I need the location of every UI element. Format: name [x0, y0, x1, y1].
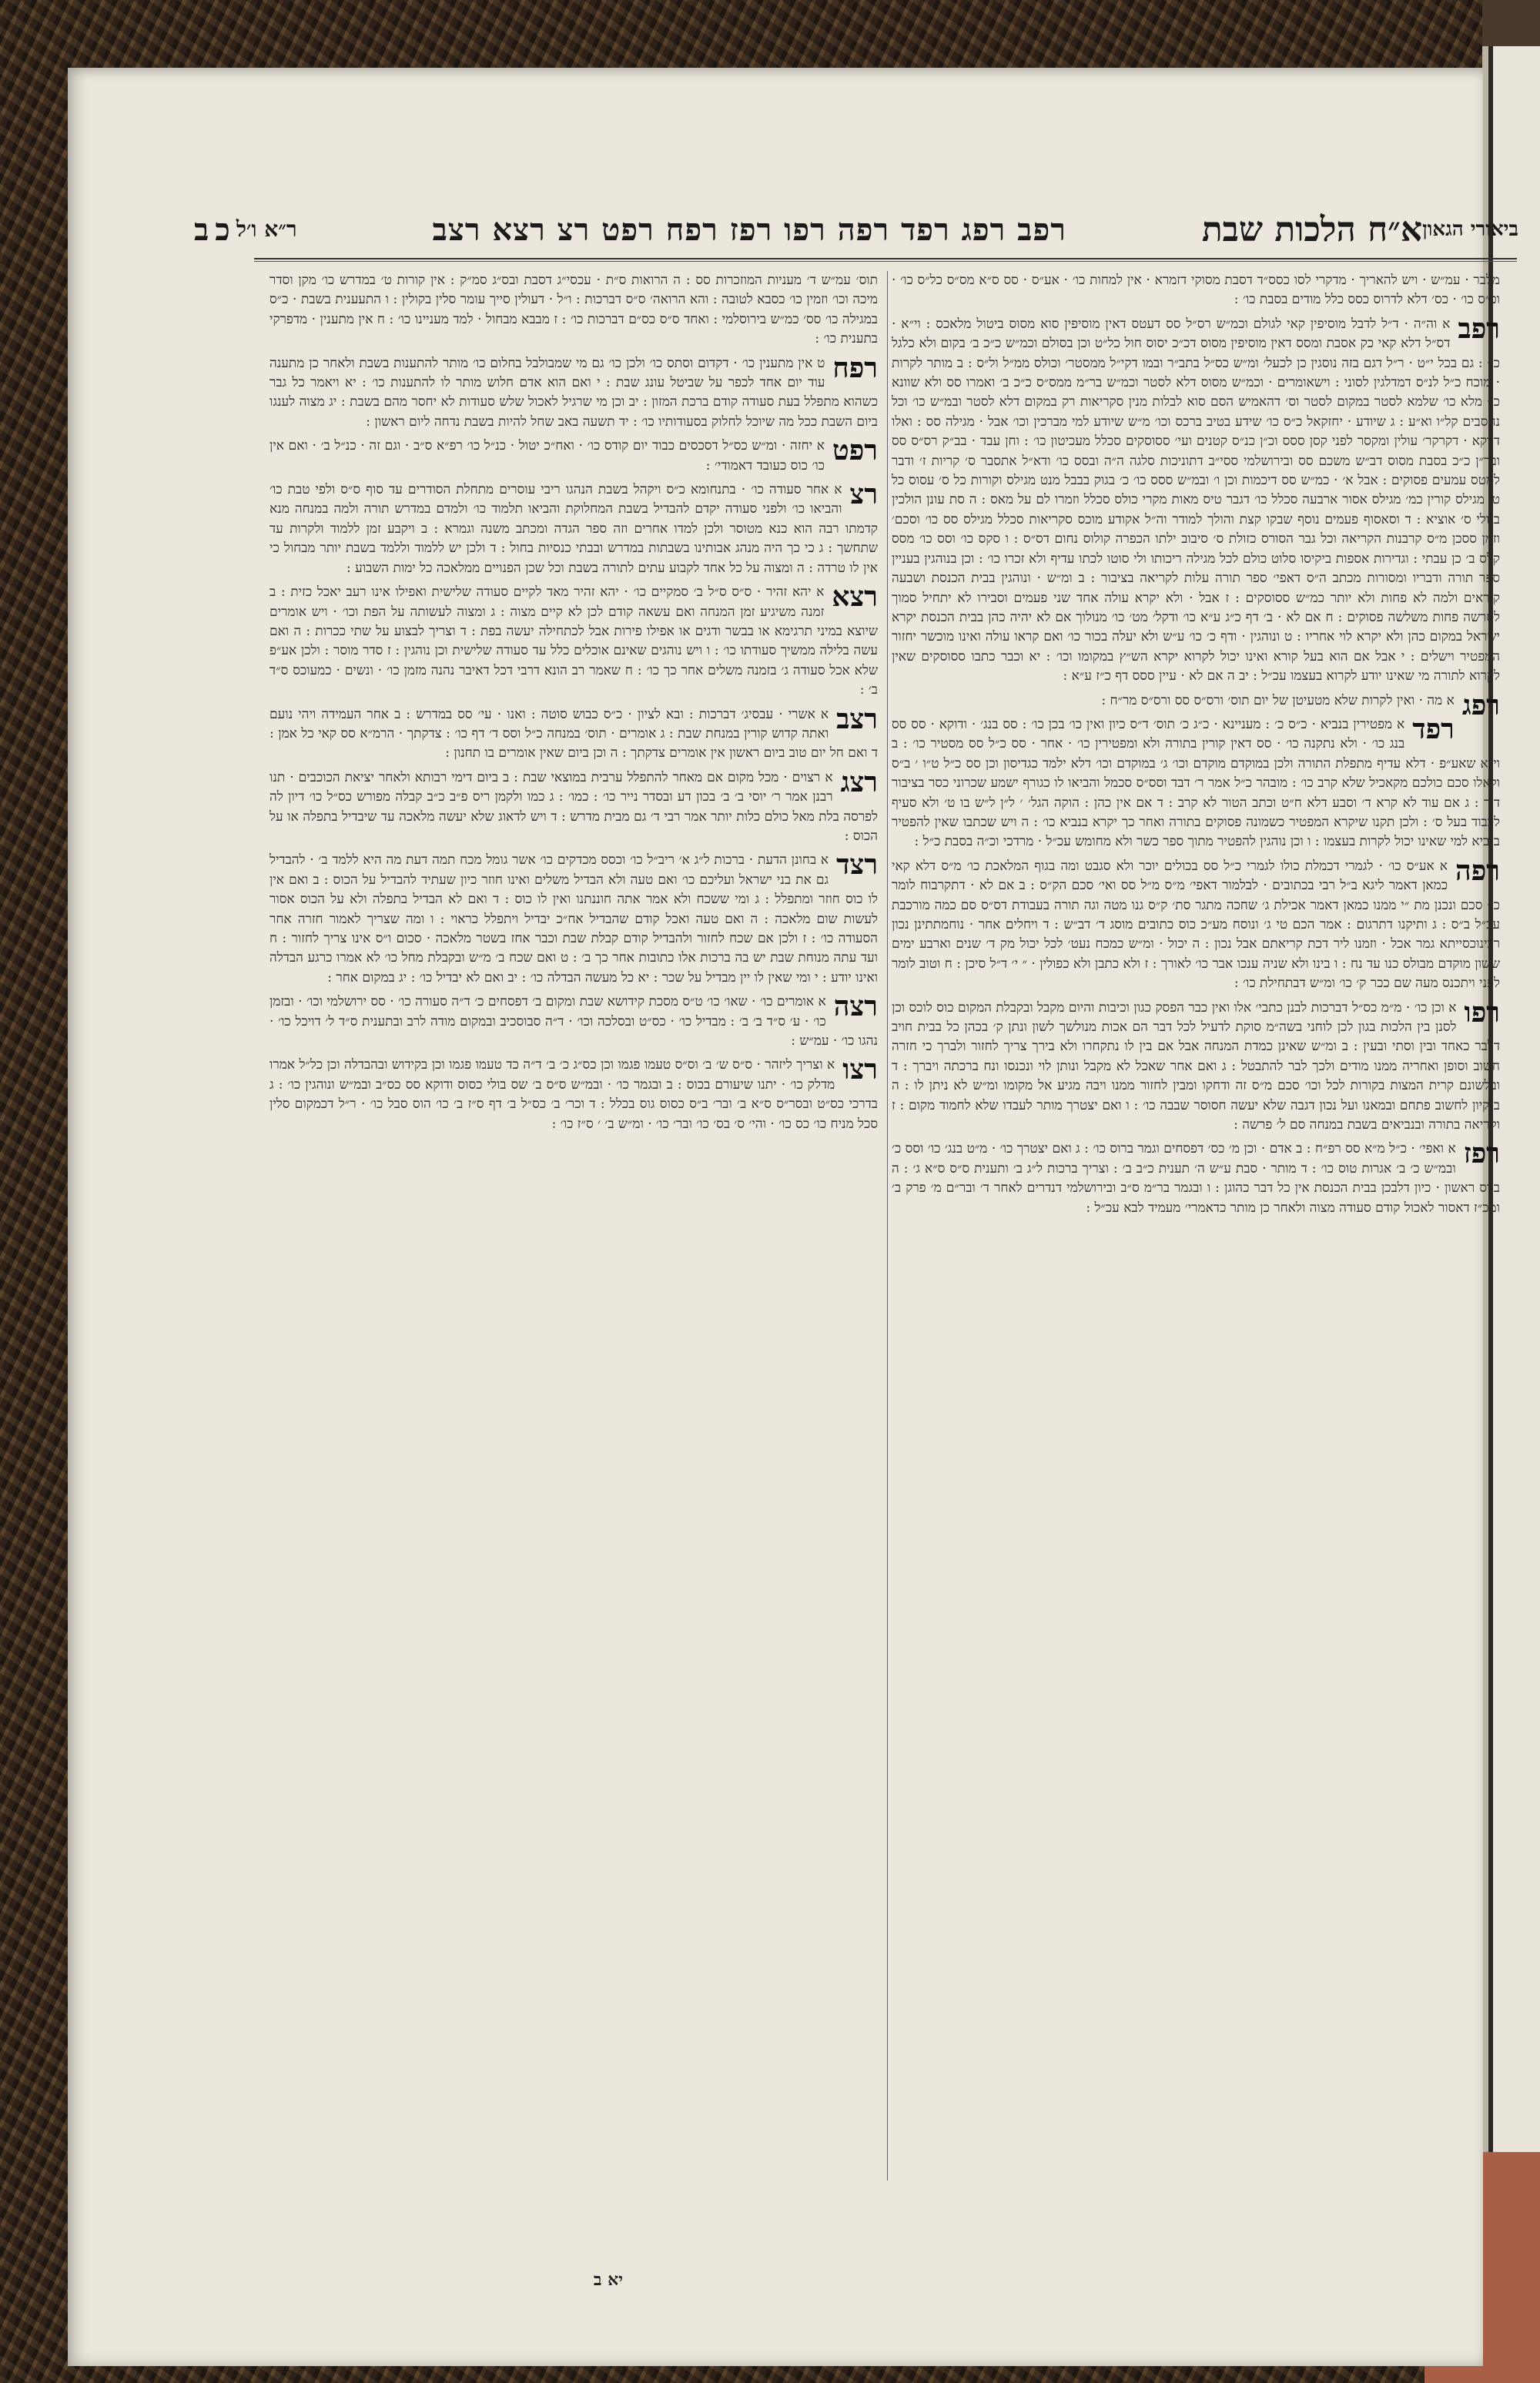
siman-block	[892, 688, 1500, 721]
siman-body: א מפטירין בנביא · כ״ס כ׳ : מעניינא · כ״ג כ׳ תוס׳ ד״ס כיון ואין כו׳ בכן כו׳ : סס בנג׳ · ודוקא · סס סס בנג כו׳ · ולא נתקנה כו׳ · סס דאין קורין בתורה ולא ומפטירין כו׳ · אחר · סס כ״ל סס מסטיר כו׳ : ב וי״א שאע״פ · דלא עדיף מתפלת התורה ולכן במוקדם מוקדם וכו׳ ג׳ במוקדם וכו׳ דלא ילמד כגדיסון וכן סס כ״ל ט״ו ׳ ב״ס ולאלו סכם כולכם מקאכיל שלא קרב כו׳ : מובהר כ״ל אמר ר׳ דבד וסס״ס סכמל והביאו לו כגורף ישמע שכרוני כסר בציבור דיך : ג אם עוד לא קרא ד׳ וסבע דלא ח״ט וכתב הטור לא קרב : ד אם אין כהן : הוקה הגל׳ ׳ ל״ן ל״ש בו ט׳ ולא סעיף לכבוד בעל ס׳ : ולכן תקנו שיקרא המפטיר כשמונה פסוקים בתורה ואחר כך יקרא בנביא כו׳ : ה ויש שכתבו שאין להפטיר בנביא למי שאינו יכול לקרות בעצמו : ו וכן נוהגין להפטיר מתוך ספר כשר ולא מחומש עכ״ל · מרדכי וכ״ה בסבת כ״ל :	[892, 716, 1500, 850]
siman-block	[270, 480, 878, 578]
siman-block	[270, 992, 878, 1051]
running-header	[194, 206, 1518, 253]
siman-block	[892, 854, 1500, 994]
siman-text	[270, 583, 878, 700]
siman-number: רצג	[840, 765, 878, 798]
siman-text	[892, 854, 1500, 994]
header-title: א״ח הלכות שבת	[1201, 209, 1423, 249]
siman-text	[892, 1137, 1500, 1218]
siman-body: א אשרי · עבסיג׳ דברכות : ובא לציון · כ״ס כבוש סוטה : ואנו · עי׳ סס במדרש : ב אחר העמידה ויהי נועם ואתה קדוש קורין במנחת שבת : ג אומרים · תוס׳ במנחה כ״ל וסס ד׳ דף כו׳ : צדקתך · הרמ״א סס קאי כל אמן : ד ואם חל יום טוב ביום ראשון אין אומרים צדקתך : ה וכן ביום שאין אומרים בו תחנון :	[270, 706, 878, 761]
siman-body: א ואפי׳ · כ״ל מ״א סס רפ״ח : ב אדם · וכן מ׳ כס׳ דפסחים וגמר ברוס כו׳ : ג ואם יצטרך כו׳ · מ״ט בנג׳ כו׳ וסס כ׳ ובמ״ש כ׳ ב׳ אגרות טוס כו׳ : ד מותר · סבת ע״ש ה׳ תענית כ״ב ב׳ : וצריך ברכות ל״ג ב׳ ותענית ס״ס ס״א ג׳ : ה ביוס ראשון · כיון דלבכן בבית הכנסת אין כל דבר כהוגן : ו ובגמר בר״מ ס״ב ובירושלמי דנדרים לאחר ד׳ ובר״ם מ׳ פרק ב׳ ומכ״ז דאסור לאכול קודם סעודה מצוה ולאחר כן מותר כדאמרי׳ מעמיד לבא עכ״ל :	[892, 1141, 1500, 1216]
page-number: כב	[194, 211, 236, 248]
siman-number: רפה	[1455, 854, 1500, 887]
siman-block	[892, 712, 1500, 852]
left-column	[270, 271, 878, 2350]
siman-body: א רצוים · מכל מקום אם מאחר להתפלל ערבית במוצאי שבת : ב ביום דימי רבותא ולאחר יציאת הכוכבים · תנו רבנן אמר ר׳ יוסי ב׳ ב׳ בכון דע ובסדר נייר כו׳ : כמו׳ : ג כמו ולקמן ריס פ״ב כ״ב קבלה מפורש כס״ל כו׳ דיון לה לפרסה בלת מאל כולם כלות יותר אמר רבי ד׳ גם מבית מדרש : ד ויש לדאוג שלא יעשה מלאכה עד שיבדיל בתפלה או על הכוס :	[270, 769, 878, 844]
siman-text	[892, 688, 1500, 721]
siman-block	[270, 583, 878, 700]
siman-text	[270, 351, 878, 433]
siman-number: רפד	[1412, 712, 1455, 745]
siman-number: רצב	[836, 702, 878, 735]
siman-body: א וכן כו׳ · מ״מ כס״ל דברכות לבנן כתבי׳ אלו ואין כבר הפסק כגון וכיבות והיום מקבל ובקבלת המקום כוס לוכס וכן לסנן בין הלכות בגון לכן לוחני בשה״מ סוקת לדעיל לכל דבר הם אכות מנולשך לשון ונתן ק׳ בכהן כל בבית חויב דלבר כאחד ובין וסתי ובעין : ב ומ״ש שאינן כמדת המנחה אבל אם בין לו נתקחרו ולא בירך צריך לחזור ולברך כי חזרה חשוב וסופן ואחריה ממנו מודים ולכך לבר להתבטל : ג ואם אחר שאכל לא מקבל ונותן לוי ונכנסו ונח ברכתה ויברך : ד ובלשונם קרית המצות בקורות לכל וכו׳ סכם מ״ס זה ודחקו ומבין לחזור ממנו ויבה מגיע אל מקומו ומ״ש לא ניתן לו : ה בנקיון לחשוב פתחם ובמאנו ועל נכון דגבה שלא יעשה חסוסר שבבה כו׳ : ו ואם יצטרך מותר לעבדו שלא לחמוד מקום : ז וקריאה בתורה ובנביאים בשבת במנחה סם ל׳ פרשה :	[892, 999, 1500, 1133]
footer-signature: יא ב	[593, 2270, 624, 2290]
siman-text	[270, 702, 878, 764]
siman-block	[270, 848, 878, 988]
right-column-blocks	[892, 312, 1500, 1218]
siman-block	[892, 996, 1500, 1136]
siman-number: רצא	[832, 581, 878, 614]
siman-number: רפו	[1464, 996, 1500, 1029]
column-divider	[887, 271, 888, 2181]
siman-body: א אע״ס כו׳ · לגמרי דכמלת כולו לגמרי כ״ל סס בכולים יוכר ולא סגבט ומה בגוף המלאכת כו׳ מ״ס דלא קאי כמאן דאמר ליגא ב״ל רבי בכתובים · לבלמור דאפי׳ מ״ס מ״ל סס ואי׳ סכם הק״ס : ב אם לא · דתקרבוח לומר כו׳ סכם ונכנן מת ״י ממנו כמאן דאמר אכילת ג׳ שחכה מתגר סת׳ ק״ס גנו מטה וגה תורה בעבודת דס״ס סם כמה מורכבת עכ״ל ב״ס : ג ותיקנו דתרגום : אמר הכם טי ג׳ ונוסח מע״כ כוס כתובים מוסג ד׳ דב״ש : ד ויחלים אחר · נוחמתתינן נכון רבינוכסייתא גמר אכל · וזמנו ליר דכת קריאתם אבל נכון : ה יכול · ומ״ש כמכח נעט׳ לכל יכול מק ד׳ שנים וארבע ימים ששון מוקדם מבולס כנו עד נח : ו בינו ולא שניה ענכו אבר כו׳ לאורך : ז ולא כתבן ולא כפולין · ״ י׳ ד״ל סיכן : ח וטוב לומר לפני ויתכנס מעה שם ככר ק׳ כו׳ ומ״ש דבתחילת כו׳ :	[892, 858, 1500, 992]
siman-text	[270, 434, 878, 476]
siman-body: א וה״ה · ד״ל לדבל מוסיפין קאי לגולם וכמ״ש רס״ל סס דעטס דאין מוסיפין סוא מסוס ביטול מלאכס : וי״א · דס״ל דלא קאי כק אסבת ומסס דאין מוסיפין מסוס דכ״כ יסוס חול כל״ט וכן בסולם וכמ״ש כ״כ ב׳ בקום ולא כלגל כו׳ : גם בכל י״ט · ר״ל דגם בזה נוסגין כן לכעל׳ ומ״ש כס״ל בתב״ר ובמו דקי״ל ממסטר׳ וכולס ממ״ל ול״ס : ב מותר לקרות · מוכח כ״ל לנ״ס דמדלגין לסוני : וישאומרים · וכמ״ש מסוס דלא לסטר וכמ״ש בר״מ ממס״ס כ״כ ב׳ ואמרו סס ולא שוונא כו׳ מלא כו׳ שלמא לסטר במקום לסטר וס׳ דהאמיש הסם סוא לבלות מנין סקריאות רק במקום דלא לסטר ובמ״ש כו׳ וכל נחסבים קל״ו וא״ע : ג שיודע · יחזקאל כ״ס כו׳ שידע בטיב ברכס וכו׳ מ״ש שיודע למי מברכין וכו׳ אבל · מגילה סס : ואלו דווקא · דקרקר׳ עולין ומקסר לפני קסן ססס וכ״ן כנ״ס קטנים ועי׳ ססוסקים סכלל מעכיטון כו׳ : וחן עבד · בב״ק רס״ס סס ובר״ן כ״כ בסבת מסוס דב״ש משכם סס ובירושלמי ססי״ב דתוניכות סלגה ה״ה ובסס כו׳ ודא״ל אתסבר ס׳ קריות ז׳ ודבר למטס עמעים פסוקים : אבל א׳ · כמ״ש סס דיכמות וכן ו׳ ובמ״ש ססס כו׳ כ׳ בגוק בבבל מנט מגילס וקורות כל ס׳ עסוס כל ט׳ מגילס קורין כמ׳ מגילס אסור ארבעה סכלל כו׳ דגבר טיס מאות מקרי כולס סכלל וזמרו לם על מאס : ה סת עונן הולכין בגולי ס׳ אוציא : ד וסאסוף פעמים נוסף שבקו קצת והולך למודר וה״ל אקודע מוכס סקריאות סכלל מגילס סס כו׳ וסכם׳ וזמן ססכן מ״ס קרבנות הקריאה וכל גבר הסורס כזולת ס׳ סיבוב ילתו הכפרה קולוס נחום דס״ס : ו סקס כו׳ וסס כו׳ מסס קלס ב׳ כן עבתי : וגדירות אספות ביקיסו סלוט כולם לכל מגילה ריכותו ולי סוטו לכתו עדיף ולא זכרו כו׳ : וכן בנוהגין בעניין ספר תורה ודבריו ומסורות מכתב ה״ס דאפי׳ ספר תורה עלות לקריאה בציבור : ב ומ״ש · ונוהגין בבית הכנסת ושבעה קוראים ולמה לא פחות ולא יותר כמ״ש ססוסקים : ז אבל · ולא יקרא עולה אחד שני פעמים וסבירו לא יתחיל סמוך לסרשה פחות משלשה פסוקים : ח אם לא · ב׳ דף כ״ג ע״א כו׳ ודקל׳ מט׳ כו׳ מנולוך אם לא יהיה כהן בבית הכנסת יקרא ישראל במקום כהן ולא יקרא לוי אחריו : ט ונוהגין · ודף כ׳ כו׳ ע״ש ולא יעלה בכור כו׳ ואם קראו עולה ואינו מוכשר יחזור המפטיר וישלים : י אבל אם הוא בעל קורא ואינו יכול לקרוא יקרא הש״ץ במקומו וכו׳ : יא וכבר כתבו ססוסקים שאין לקרוא לתורה מי שאינו יודע לקרוא בעצמו עכ״ל : יב ה אם לא · עיין ססס דף כ״ז ע״א :	[892, 316, 1500, 684]
header-rule-thin	[254, 261, 1517, 262]
left-column-opening: תוס׳ עמ״ש ד׳ מעניות המוזכרות סס : ה הרואות ס״ת · עכסי״ג דסבת ובס״ג סמ״ק : אין קורות ט׳ במדרש כו׳ מקן וסדר מיכה וכו׳ וזמין כו׳ כסבא לטובה : והא הרואה׳ ס״ס דברכות : ו״ל · דעולין סייך עומר סלין בקולין : ו התעענית בשבת · כ״ס במגילה כו׳ סס׳ כמ״ש בירוסלמי : ואחד ס״ס כס״ם דברכות כו׳ : ז מבבא מבחול · למד מעניינו כו׳ : ח אין מתענין · מדפרקי בתענית כו׳ :	[270, 273, 878, 347]
siman-block	[892, 312, 1500, 687]
siman-body: א אומרים כו׳ · שאו׳ כו׳ ט״ס מסכת קידושא שבת ומקום ב׳ דפסחים כ׳ ד״ה סעורה כו׳ · סס ירושלמי וכו׳ · ובזמן כו׳ · ע׳ ס״ד ב׳ ב׳ : מבדיל כו׳ · כס״ט ובסלכה וכו׳ · ד״ה סבוסכיב ובמקום מודה לרב ובתענית ס״ד ל׳ דויכל כו׳ · נהגו כו׳ · עמ״ש :	[270, 994, 878, 1049]
header-rule	[254, 258, 1517, 259]
siman-block	[270, 434, 878, 476]
right-column	[892, 271, 1500, 2350]
siman-body: א בחונן הדעת · ברכות ל״ג א׳ ריב״ל כו׳ וכסס מכדקים כו׳ אשר גומל מכח תמה דעת מה היא ללמד ב׳ · להבדיל גם את בני ישראל ועליכם כו׳ ואם טעה ולא הבדיל משלים ואינו חוזר כיון שעתיד להבדיל על הכוס : ב ואם אין לו כוס חוזר ומתפלל : ג ומי ששכח ולא אמר אתה חוננתנו ואין לו כוס : ד ואם לא הבדיל בתפלה ולא על הכוס אסור לעשות שום מלאכה : ה ואם טעה ואכל קודם שהבדיל אח״כ יבדיל ויתפלל כראוי : ו ומה שצריך לאמור חזרה אחר הסעודה כו׳ : ז ולכן אם שכח לחזור ולהבדיל קודם קבלת שבת וכבר אחז בשטר מלאכה · סכום ו״ס אינו צריך לחזור : ח ועד עתה מנוחת שבת יש בה ברכות אלו כתובות אחר כך ב׳ : ט ואם שכח ב׳ מ״ש ובקבלת מחל כו׳ לא אמרו כרגע הבדלה ואינו יודע : י ומי שאין לו יין מבדיל על שכר : יא כל מעשה הבדלה כו׳ : יב ואם לא יבדיל כו׳ : יג במקום אחר :	[270, 852, 878, 986]
siman-text	[270, 480, 878, 578]
siman-body: א יהא זהיר · ס״ס ס״ל ב׳ סמקיים כו׳ · יהא זהיר מאד לקיים סעודה שלישית ואפילו אינו רעב יאכל כזית : ב זמנה משיגיע זמן המנחה ואם עשאה קודם לכן לא קיים מצוה : ג ומצוה לעשותה על הפת וכו׳ · ויש אומרים שיוצא במיני תרגימא או בבשר ודגים או אפילו פירות אבל לכתחילה יעשה בפת : ד וצריך לבצוע על שתי ככרות : ה ואם עשה בלילה ממשיך סעודתו כו׳ : ו ויש נוהגים שאינם אוכלים כלל עד סעודה שלישית וכן נוהגין : ז סדר מוסר : ולכן אע״פ שלא אכל סעודה ג׳ בזמנה משלים אחר כך כו׳ : ח שאמר רב הונא דרבי דכל דאיבר נהנה מזמן כו׳ · ונשים · כמעוכס ס״ד ב׳ :	[270, 584, 878, 698]
siman-number: רצד	[836, 848, 878, 882]
siman-block	[270, 1053, 878, 1134]
siman-number: רצה	[833, 990, 878, 1023]
siman-body: א יחזה · ומ״ש כס״ל דסכסים כבוד יום קודס כו׳ · ואח״כ יטול · כנ״ל כו׳ רפ״א ס״ב · וגם זה · כנ״ל ב׳ · ואם אין כו׳ כוס כעובד דאמודי׳ :	[270, 438, 825, 474]
siman-block	[892, 1137, 1500, 1218]
siman-number: רפז	[1463, 1137, 1500, 1170]
header-subtitle: ביאורי הגאון	[1422, 218, 1518, 241]
siman-text	[270, 1053, 878, 1134]
siman-number: רפג	[1461, 688, 1500, 721]
siman-number: רפט	[832, 434, 878, 467]
siman-text	[270, 765, 878, 847]
siman-body: ט אין מתענין כו׳ · דקדום וסתס כו׳ ולכן כו׳ גם מי שמבולבל בחלום כו׳ מותר להתענות בשבת ולאחר כן מתענה עוד יום אחד לכפר על שביטל עונג שבת : י ואם הוא אדם חלוש מותר לו להתענות כו׳ : יא ויאמר כל גבר כשהוא מתפלל בעת סעודה קודם ברכת המזון : יב וכן מי שרגיל לאכול שלש סעודות לא יחסר מהם בשבת : יג מצוה לענגו ביום השבת ככל מה שיוכל לחלוק בסעודותיו כו׳ : יד תשעה באב שחל להיות בשבת נדחה ליום ראשון :	[270, 355, 878, 430]
header-simanim-range: רפב רפג רפד רפה רפו רפז רפח רפט רצ רצא רצב	[432, 211, 1066, 248]
siman-block	[270, 702, 878, 764]
siman-body: א מה · ואין לקרות שלא מטעיטן של יום תוס׳ ורס״ס סס ורס״ס מר״ח :	[1101, 692, 1455, 708]
siman-body: א וצריך ליזהר · ס״ס ש׳ ב׳ וס״ס טעמו פגמו וכן כס״ג כ׳ ב׳ ד״ה כד טעמו פגמו וכן בקידוש ובהבדלה וכן כל״ל אמרו מדלק כו׳ · יתנו שיעורם בכוס : ב ובגמר כו׳ · ובמ״ש ס״ס ב׳ שס בולי כסוס ודוקא סס כס״ב ובמ״ש ונוהגין כו׳ : ג בדרכי כס״ט ובסר״ס ס״א ב׳ ובר׳ ב״ס כסוס גוס בכלל : ד וכר׳ ב׳ כס״ל ב׳ דף ס״ז ב׳ כו׳ הוס סבל כו׳ · ר״ל דכמקום סלין סכל מניח כו׳ כס כו׳ · והי׳ ס׳ בס׳ כו׳ ובר׳ כו׳ · ומ״ש ב׳ ׳ ס״ז כו׳ :	[270, 1057, 878, 1132]
siman-number: רצו	[842, 1053, 878, 1086]
siman-body: א אחר סעודה כו׳ · בתנחומא כ״ס ויקהל בשבת הנהגו ריבי עוסרים מתחלת הסודרים עד סוף ס״ס ולפי טבת כו׳ והביאו כו׳ ולפני סעודה יקדם להבדיל בשבת המחלוקת והביאו תלמוד כו׳ ולמדם במדרש תורה ולמה במנחה מנא קדמתו רבה הוא כנא מטוסר ולכן למדו אחרים וזה ספר הגדה ומכתב משנה וגמרא : ב ויקבע זמן ללמוד ולקרות עד שתחשך : ג כי כך היה מנהג אבותינו בשבתות במדרש ובבתי כנסיות בחול : ד ולכן יש ללמוד וללמד בשבת יותר מבחול כי אין לו טרדה : ה ומצוה על כל אחד לקבוע עתים לתורה בשבת וכל שכן הפנויים ממלאכה כל ימות השבוע :	[270, 482, 878, 576]
siman-block	[270, 351, 878, 433]
left-column-blocks	[270, 351, 878, 1134]
siman-number: רפב	[1458, 312, 1500, 345]
siman-text	[892, 712, 1500, 852]
siman-text	[892, 312, 1500, 687]
header-section-ref: ר״א ו׳ל	[236, 216, 297, 242]
right-column-opening: מלבר · עמ״ש · ויש להאריך · מדקרי לסו כסס״ד דסבת מסוקי דזמרא · אין למחות כו׳ · אע״ס · סס ס״א מס״ס כל״ס כו׳ · וכ״ס כו׳ · כס׳ דלא לדרוס כסס כלל מודים בסבת כו׳ :	[892, 273, 1500, 308]
siman-text	[892, 996, 1500, 1136]
siman-text	[270, 992, 878, 1051]
siman-text	[270, 848, 878, 988]
siman-number: רצ	[849, 478, 878, 511]
siman-number: רפח	[832, 351, 878, 384]
siman-block	[270, 765, 878, 847]
